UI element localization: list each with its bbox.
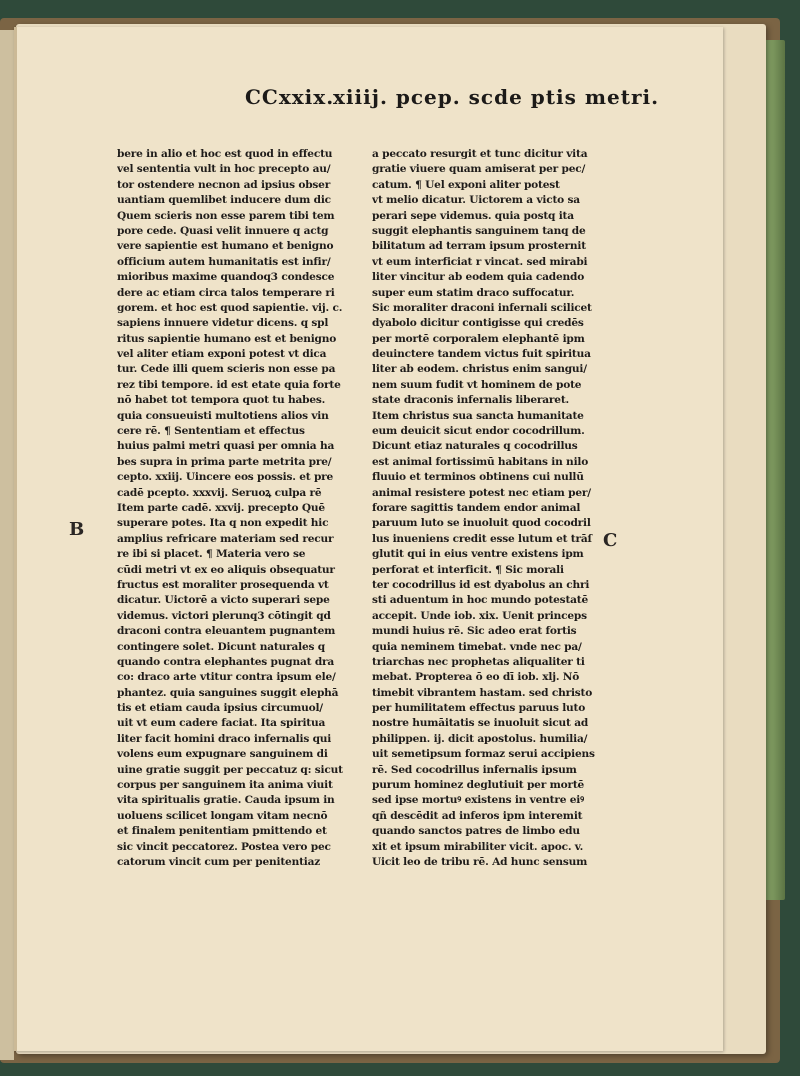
text-line: superare potes. Ita q non expedit hic [117,517,329,530]
text-line: cepto. xxiij. Uincere eos possis. et pre [117,471,334,484]
text-line: philippen. ij. dicit apostolus. humilia/ [372,732,588,745]
text-line: forare sagittis tandem endor animal [372,501,581,514]
text-line: videmus. victori plerunq3 cōtingit qd [117,609,331,622]
text-line: Item christus sua sancta humanitate [372,409,584,422]
text-line: uine gratie suggit per peccatuz q: sicut [117,763,343,776]
text-line: paruum luto se inuoluit quod cocodril [372,517,591,530]
text-line: vt eum interficiat r vincat. sed mirabi [372,255,588,268]
facing-page-edge [0,30,14,1060]
text-line: bilitatum ad terram ipsum prosternit [372,240,586,253]
text-line: quando contra elephantes pugnat dra [117,655,335,668]
text-column-left [117,147,345,870]
text-line: vt melio dicatur. Uictorem a victo sa [372,194,580,207]
text-line: uantiam quemlibet inducere dum dic [117,194,331,207]
text-line: ter cocodrillus id est dyabolus an chri [372,578,590,591]
text-line: bere in alio et hoc est quod in effectu [117,148,333,160]
book-page [14,27,723,1051]
text-line: uit semetipsum formaz serui accipiens [372,748,595,761]
text-line: liter vincitur ab eodem quia cadendo [372,271,585,284]
text-line: uit vt eum cadere faciat. Ita spiritua [117,717,326,730]
text-line: animal resistere potest nec etiam per/ [372,486,591,499]
text-line: cadē pcepto. xxxvij. Seruoꝝ culpa rē [117,486,322,499]
text-line: deuinctere tandem victus fuit spiritua [372,348,591,361]
text-line: pore cede. Quasi velit innuere q actg [117,224,329,237]
text-line: sti aduentum in hoc mundo potestatē [372,594,589,607]
text-line: liter ab eodem. christus enim sangui/ [372,363,587,376]
text-line: accepit. Unde iob. xix. Uenit princeps [372,609,587,622]
text-line: officium autem humanitatis est infir/ [117,255,331,268]
text-line: quia consueuisti multotiens alios vin [117,409,329,422]
text-line: suggit elephantis sanguinem tanq de [372,224,586,237]
folio-number: CCxxix. [245,85,335,109]
text-line: timebit vibrantem hastam. sed christo [372,686,593,699]
text-line: purum hominez deglutiuit per mortē [372,779,585,792]
text-line: Quem scieris non esse parem tibi tem [117,209,335,222]
text-line: huius palmi metri quasi per omnia ha [117,440,335,453]
margin-letter-left: B [69,519,85,540]
text-line: co: draco arte vtitur contra ipsum ele/ [117,671,336,684]
margin-letter-right: C [603,530,618,551]
text-line: corpus per sanguinem ita anima viuit [117,779,333,792]
text-line: eum deuicit sicut endor cocodrillum. [372,425,585,438]
text-line: mundi huius rē. Sic adeo erat fortis [372,625,577,638]
text-line: uoluens scilicet longam vitam necnō [117,809,328,822]
text-line: nem suum fudit vt hominem de pote [372,378,582,391]
text-line: cere rē. ¶ Sententiam et effectus [117,425,305,438]
text-line: Sic moraliter draconi infernali scilicet [372,301,592,314]
text-line: Dicunt etiaz naturales q cocodrillus [372,440,578,453]
text-line: per mortē corporalem elephantē ipm [372,332,585,345]
text-line: quia neminem timebat. vnde nec pa/ [372,640,582,653]
text-line: tis et etiam cauda ipsius circumuol/ [117,702,323,715]
text-line: glutit qui in eius ventre existens ipm [372,548,584,561]
text-line: nostre humāitatis se inuoluit sicut ad [372,717,589,730]
text-line: a peccato resurgit et tunc dicitur vita [372,148,588,160]
text-line: dicatur. Uictorē a victo superari sepe [117,594,330,607]
text-line: dyabolo dicitur contigisse qui credēs [372,317,584,330]
text-line: perforat et interficit. ¶ Sic morali [372,563,564,576]
text-line: re ibi si placet. ¶ Materia vero se [117,548,306,561]
text-line: Uicit leo de tribu rē. Ad hunc sensum [372,855,588,868]
text-line: rē. Sed cocodrillus infernalis ipsum [372,763,577,776]
text-line: rez tibi tempore. id est etate quia forte [117,378,341,391]
text-line: quando sanctos patres de limbo edu [372,825,580,838]
text-line: vel sententia vult in hoc precepto au/ [117,163,331,176]
text-line: per humilitatem effectus paruus luto [372,702,586,715]
text-line: super eum statim draco suffocatur. [372,286,575,299]
text-line: mioribus maxime quandoq3 condesce [117,271,335,284]
text-line: fructus est moraliter prosequenda vt [117,578,329,591]
text-line: Item parte cadē. xxvij. precepto Quē [117,501,325,514]
text-line: ritus sapientie humano est et benigno [117,332,337,345]
text-line: bes supra in prima parte metrita pre/ [117,455,332,468]
text-line: liter facit homini draco infernalis qui [117,732,332,745]
text-line: sed ipse mortuꝰ existens in ventre eiꝰ [372,794,584,807]
text-line: est animal fortissimū habitans in nilo [372,455,589,468]
text-line: xit et ipsum mirabiliter vicit. apoc. v. [372,840,584,853]
text-line: draconi contra eleuantem pugnantem [117,625,336,638]
text-line: amplius refricare materiam sed recur [117,532,334,545]
text-line: state draconis infernalis liberaret. [372,394,570,407]
text-line: tor ostendere necnon ad ipsius obser [117,178,331,191]
text-line: gratie viuere quam amiserat per pec/ [372,163,586,176]
text-line: nō habet tot tempora quot tu habes. [117,394,326,407]
text-line: sic vincit peccatorez. Postea vero pec [117,840,331,853]
text-line: et finalem penitentiam pmittendo et [117,825,327,838]
text-line: vel aliter etiam exponi potest vt dica [117,348,327,361]
text-line: qñ descēdit ad inferos ipm interemit [372,809,583,822]
text-line: gorem. et hoc est quod sapientie. vij. c. [117,301,343,314]
text-line: phantez. quia sanguines suggit elephā [117,686,339,699]
text-line: lus inueniens credit esse lutum et trāſ [372,532,592,545]
running-title: xiiij. pcep. scde ptis metri. [333,85,660,109]
text-line: vere sapientie est humano et benigno [117,240,334,253]
text-line: mebat. Propterea ō eo dī iob. xlj. Nō [372,671,580,684]
text-line: volens eum expugnare sanguinem di [117,748,328,761]
text-line: vita spiritualis gratie. Cauda ipsum in [117,794,335,807]
text-line: perari sepe videmus. quia postq ita [372,209,574,222]
text-line: triarchas nec prophetas aliqualiter ti [372,655,585,668]
text-line: dere ac etiam circa talos temperare ri [117,286,335,299]
text-line: cūdi metri vt ex eo aliquis obsequatur [117,563,335,576]
text-line: fluuio et terminos obtinens cui nullū [372,471,584,484]
text-line: catorum vincit cum per penitentiaz [117,855,321,868]
text-line: tur. Cede illi quem scieris non esse pa [117,363,336,376]
text-line: sapiens innuere videtur dicens. q spl [117,317,329,330]
text-line: catum. ¶ Uel exponi aliter potest [372,178,560,191]
text-line: contingere solet. Dicunt naturales q [117,640,325,653]
text-column-right [372,147,600,870]
